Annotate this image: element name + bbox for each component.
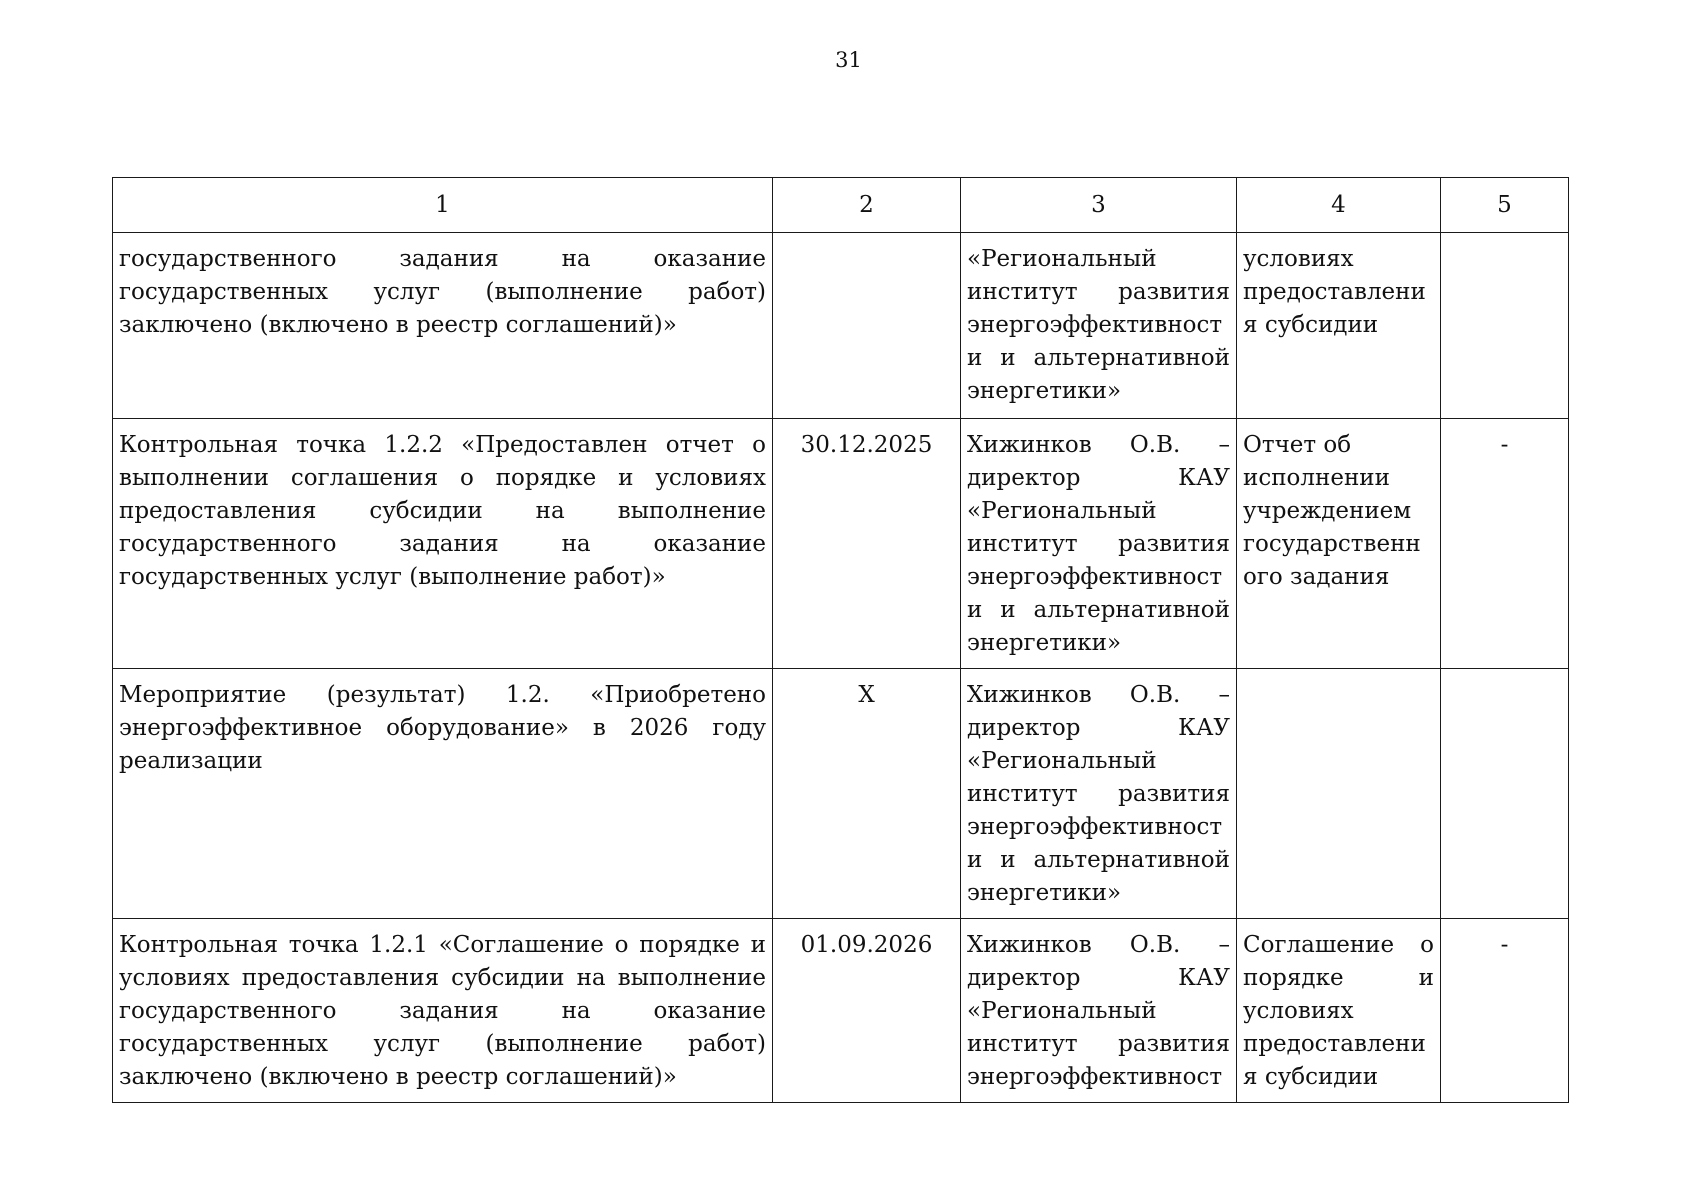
cell-note	[1441, 233, 1569, 419]
table-row	[113, 233, 1569, 419]
cell-date: Х	[773, 669, 961, 919]
cell-responsible: «Региональный институт развития энергоэффективност и и альтернативной энергетики»	[961, 233, 1237, 419]
cell-responsible: Хижинков О.В. – директор КАУ «Региональный институт развития энергоэффективност и и альтернативной энергетики»	[961, 419, 1237, 669]
cell-date: 01.09.2026	[773, 919, 961, 1103]
cell-note: -	[1441, 419, 1569, 669]
page-number: 31	[835, 48, 862, 72]
cell-document: Отчет об исполнении учреждением государственн ого задания	[1237, 419, 1441, 669]
cell-note	[1441, 669, 1569, 919]
cell-document: условиях предоставлени я субсидии	[1237, 233, 1441, 419]
header-cell-5: 5	[1441, 178, 1569, 233]
plan-table	[112, 177, 1569, 1103]
cell-document	[1237, 669, 1441, 919]
cell-date	[773, 233, 961, 419]
header-cell-1: 1	[113, 178, 773, 233]
table-row	[113, 419, 1569, 669]
cell-description: государственного задания на оказание государственных услуг (выполнение работ) заключено (включено в реестр соглашений)»	[113, 233, 773, 419]
cell-responsible: Хижинков О.В. – директор КАУ «Региональный институт развития энергоэффективност и и альтернативной энергетики»	[961, 669, 1237, 919]
table-header-row	[113, 178, 1569, 233]
cell-date: 30.12.2025	[773, 419, 961, 669]
cell-description: Контрольная точка 1.2.2 «Предоставлен отчет о выполнении соглашения о порядке и условиях предоставления субсидии на выполнение государственного задания на оказание государственных услуг (выполнение работ)»	[113, 419, 773, 669]
cell-note: -	[1441, 919, 1569, 1103]
table-row	[113, 669, 1569, 919]
header-cell-3: 3	[961, 178, 1237, 233]
header-cell-4: 4	[1237, 178, 1441, 233]
cell-responsible: Хижинков О.В. – директор КАУ «Региональный институт развития энергоэффективност	[961, 919, 1237, 1103]
cell-description: Мероприятие (результат) 1.2. «Приобретено энергоэффективное оборудование» в 2026 году реализации	[113, 669, 773, 919]
header-cell-2: 2	[773, 178, 961, 233]
table-row	[113, 919, 1569, 1103]
cell-description: Контрольная точка 1.2.1 «Соглашение о порядке и условиях предоставления субсидии на выполнение государственного задания на оказание государственных услуг (выполнение работ) заключено (включено в реестр соглашений)»	[113, 919, 773, 1103]
cell-document: Соглашение о порядке и условиях предоставлени я субсидии	[1237, 919, 1441, 1103]
